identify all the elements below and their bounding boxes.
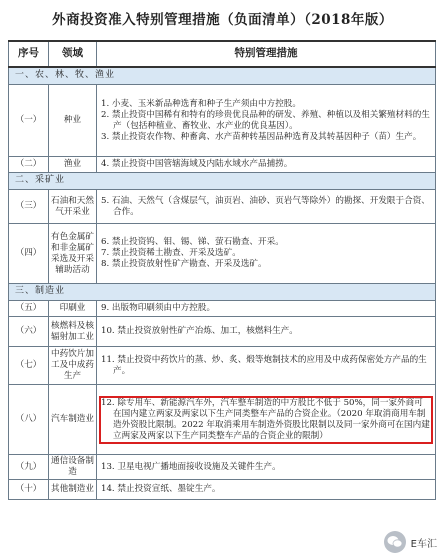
table-row: [9, 157, 436, 173]
table-row: [9, 455, 436, 480]
row-domain: 有色金属矿和非金属矿采选及开采辅助活动: [49, 224, 97, 284]
row-measures: [97, 157, 436, 173]
watermark: [384, 531, 439, 553]
table-row: [9, 190, 436, 224]
row-domain: 石油和天然气开采业: [49, 190, 97, 224]
row-domain: 核燃料及核辐射加工业: [49, 317, 97, 347]
measure-item: 10. 禁止投资放射性矿产冶炼、加工，核燃料生产。: [101, 326, 298, 336]
negative-list-table: [8, 40, 436, 500]
row-number: （八）: [9, 385, 49, 455]
row-number: （六）: [9, 317, 49, 347]
row-number: （四）: [9, 224, 49, 284]
table-row: [9, 85, 436, 157]
measure-item: 3. 禁止投资农作物、种畜禽、水产苗种转基因品种选育及其转基因种子（苗）生产。: [101, 131, 422, 142]
section-label: 一、农、林、牧、渔业: [9, 67, 436, 85]
row-measures: [97, 385, 436, 455]
row-domain: 汽车制造业: [49, 385, 97, 455]
row-measures: [97, 347, 436, 385]
measure-item: 8. 禁止投资放射性矿产勘查、开采及选矿。: [101, 259, 267, 269]
row-measures: [97, 85, 436, 157]
measure-item: 14. 禁止投资宣纸、墨锭生产。: [101, 484, 221, 494]
table-row: [9, 347, 436, 385]
measure-item: 7. 禁止投资稀土勘查、开采及选矿。: [101, 248, 241, 258]
row-measures: [97, 480, 436, 500]
header-domain: 领域: [49, 41, 97, 67]
row-domain: 种业: [49, 85, 97, 157]
measure-item: 1. 小麦、玉米新品种选育和种子生产须由中方控股。: [101, 98, 301, 109]
row-number: （二）: [9, 157, 49, 173]
section-row: [9, 173, 436, 190]
table-row: [9, 480, 436, 500]
watermark-text: E车汇: [409, 535, 439, 550]
row-number: （一）: [9, 85, 49, 157]
measure-item: 4. 禁止投资中国管辖海域及内陆水域水产品捕捞。: [101, 159, 293, 169]
row-number: （五）: [9, 301, 49, 317]
section-label: 三、制造业: [9, 284, 436, 301]
header-measures: 特别管理措施: [97, 41, 436, 67]
document-title: 外商投资准入特别管理措施（负面清单）（2018年版）: [52, 12, 393, 28]
row-measures: [97, 455, 436, 480]
table-row: [9, 385, 436, 455]
measure-item: 5. 石油、天然气（含煤层气，油页岩、油砂、页岩气等除外）的勘探、开发限于合资、合作。: [101, 195, 430, 217]
row-measures: [97, 301, 436, 317]
section-row: [9, 67, 436, 85]
section-label: 二、采矿业: [9, 173, 436, 190]
row-domain: 通信设备制造: [49, 455, 97, 480]
measure-item: 2. 禁止投资中国稀有和特有的珍贵优良品种的研发、养殖、种植以及相关繁殖材料的生产（包括种植业、畜牧业、水产业的优良基因）。: [101, 109, 430, 131]
table-row: [9, 301, 436, 317]
row-domain: 中药饮片加工及中成药生产: [49, 347, 97, 385]
measure-item: 11. 禁止投资中药饮片的蒸、炒、炙、煅等炮制技术的应用及中成药保密处方产品的生产。: [101, 354, 427, 376]
row-measures: [97, 224, 436, 284]
row-domain: 印刷业: [49, 301, 97, 317]
table-row: [9, 224, 436, 284]
row-domain: 渔业: [49, 157, 97, 173]
measure-item: 13. 卫星电视广播地面接收设施及关键件生产。: [101, 461, 281, 472]
row-domain: 其他制造业: [49, 480, 97, 500]
row-measures: [97, 190, 436, 224]
row-measures: [97, 317, 436, 347]
measure-item: 12. 除专用车、新能源汽车外，汽车整车制造的中方股比不低于 50%，同一家外商可在国内建立两家及两家以下生产同类整车产品的合资企业。（2020 年取消商用车制造外资股比限制。2022 年取消乘用车制造外资股比限制以及同一家外商可在国内建立两家及两家以下生产同类整车产品的合资企业的限制）: [101, 397, 430, 441]
header-num: 序号: [9, 41, 49, 67]
wechat-icon: [384, 531, 406, 553]
row-number: （十）: [9, 480, 49, 500]
measure-item: 6. 禁止投资钨、钼、锡、锑、萤石勘查、开采。: [101, 237, 284, 247]
row-number: （九）: [9, 455, 49, 480]
row-number: （三）: [9, 190, 49, 224]
section-row: [9, 284, 436, 301]
measure-item: 9. 出版物印刷须由中方控股。: [101, 303, 216, 313]
table-header-row: [9, 41, 436, 67]
row-number: （七）: [9, 347, 49, 385]
table-row: [9, 317, 436, 347]
